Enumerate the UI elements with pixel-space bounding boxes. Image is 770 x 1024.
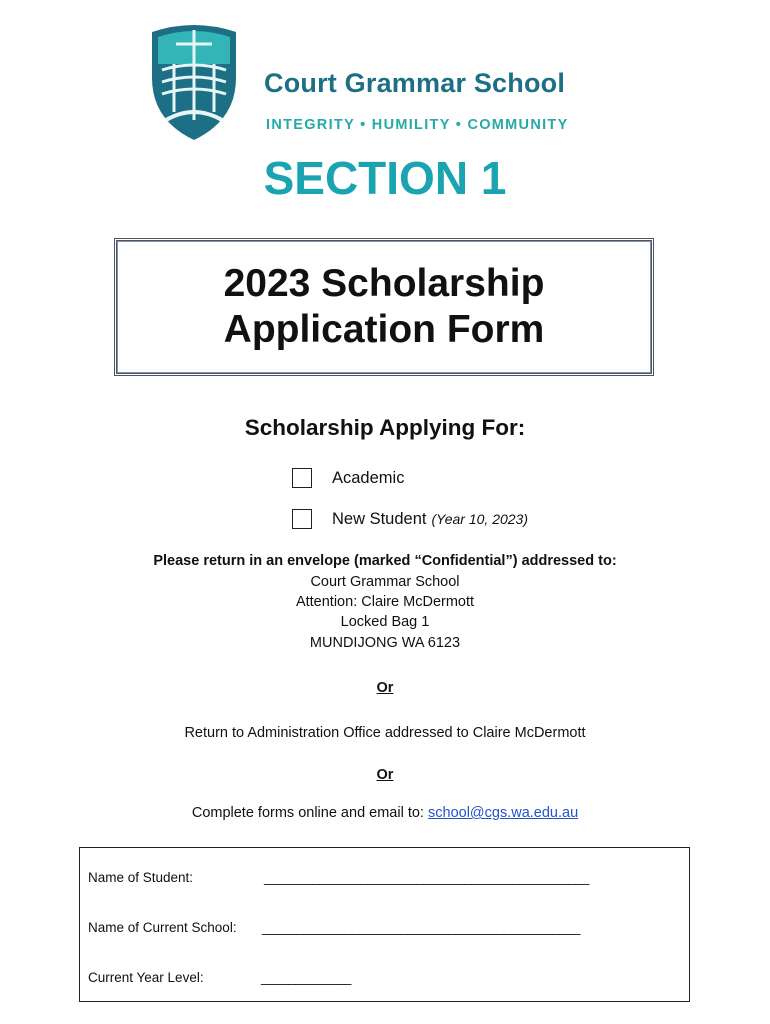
online-instructions — [0, 803, 770, 823]
email-link[interactable]: school@cgs.wa.edu.au — [428, 805, 579, 821]
scholarship-heading: Scholarship Applying For: — [244, 415, 526, 440]
year-level-label: Current Year Level: — [88, 970, 204, 985]
academic-checkbox[interactable] — [292, 468, 312, 488]
school-motto: INTEGRITY • HUMILITY • COMMUNITY — [266, 117, 569, 133]
admin-office-text: Return to Administration Office addressed to Claire McDermott — [184, 725, 586, 741]
form-title-box — [114, 238, 654, 376]
online-prefix: Complete forms online and email to: — [191, 805, 428, 821]
or-text-1: Or — [376, 680, 394, 696]
current-school-label: Name of Current School: — [88, 920, 237, 935]
form-title-line-1: 2023 Scholarship — [223, 262, 545, 305]
new-student-note: (Year 10, 2023) — [431, 511, 528, 527]
or-divider-2 — [0, 765, 770, 785]
section-title: SECTION 1 — [263, 152, 507, 204]
student-name-label: Name of Student: — [88, 870, 194, 885]
current-school-field[interactable]: ______________________________________________ — [262, 920, 580, 935]
option-academic[interactable] — [292, 466, 404, 490]
school-crest-icon — [144, 20, 244, 144]
school-logo — [144, 20, 624, 148]
or-divider-1 — [0, 678, 770, 698]
academic-label: Academic — [332, 468, 405, 487]
option-new-student[interactable] — [292, 507, 528, 531]
form-title-line-2: Application Form — [223, 308, 545, 351]
student-details-box — [79, 847, 690, 1002]
year-level-field[interactable]: _____________ — [261, 970, 351, 985]
new-student-checkbox[interactable] — [292, 509, 312, 529]
address-line-3: Locked Bag 1 — [340, 614, 430, 630]
or-text-2: Or — [376, 767, 394, 783]
form-title — [117, 261, 651, 353]
return-heading: Please return in an envelope (marked “Confidential”) addressed to: — [153, 553, 617, 569]
address-line-4: MUNDIJONG WA 6123 — [309, 635, 461, 651]
student-name-field[interactable]: _______________________________________________ — [264, 870, 589, 885]
address-line-1: Court Grammar School — [310, 574, 460, 590]
school-name: Court Grammar School — [264, 68, 566, 98]
new-student-label: New Student — [332, 509, 427, 528]
address-line-2: Attention: Claire McDermott — [295, 594, 475, 610]
